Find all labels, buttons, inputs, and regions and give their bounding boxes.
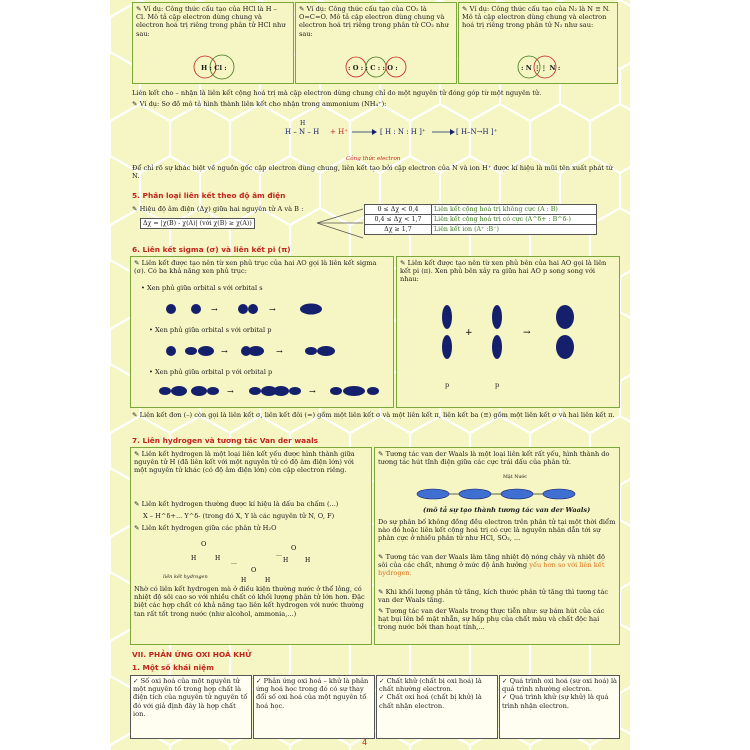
sigma-case-pp: • Xen phủ giữa orbital p với orbital p [149,368,273,376]
redox-section-title: VII. PHẢN ỨNG OXI HOÁ KHỬ [132,650,252,659]
svg-text:H – N – H: H – N – H [285,128,320,136]
example-n2-box [458,2,618,84]
range-cell: 0,4 ≤ Δχ < 1,7 [365,215,432,225]
ss-overlap-diagram [151,299,381,319]
svg-text:→: → [227,387,234,396]
sigma-case-sp: • Xen phủ giữa orbital s với orbital p [149,326,272,334]
svg-text:+: + [465,328,473,338]
type-cell: Liên kết cộng hoá trị có cực (A^δ+ : B^δ-) [432,215,597,225]
svg-text:→: → [221,347,228,356]
example-n2-text: ✎ Ví dụ: Công thức cấu tạo của N₂ là N ≡ N. Mô tả cặp electron dùng chung và electron hoá trị riêng trong phân tử N₂ như sau: [462,5,611,30]
sigma-box [130,256,394,408]
p-orbital-label-2: p [495,381,500,389]
hbond-definition: ✎ Liên kết hydrogen là một loại liên kết yếu được hình thành giữa nguyên tử H (đã liên kết với một nguyên tử có độ âm điện lớn) với một nguyên tử khác (có độ âm điện lớn) còn cặp electron riêng. [134,450,355,475]
bond-order-summary: ✎ Liên kết đơn (–) còn gọi là liên kết σ, liên kết đôi (=) gồm một liên kết σ và một liên kết π, liên kết ba (≡) gồm một liên kết σ và hai liên kết π. [132,411,615,419]
classification-table [364,204,597,235]
vdw-effect [378,553,616,578]
vdw-diagram-label: Mặt Nước [503,475,528,480]
table-row [365,205,597,215]
vdw-effect-text: ✎ Tương tác van der Waals làm tăng nhiệt độ nóng chảy và nhiệt độ sôi của các chất, nhưng ở mức độ ảnh hưởng [378,553,605,570]
page-number: 4 [362,738,368,747]
ammonium-example-text: ✎ Ví dụ: Sơ đồ mô tả hình thành liên kết cho nhận trong ammonium (NH₄⁺): [132,100,387,108]
svg-text:+ H⁺: + H⁺ [330,128,348,136]
svg-text:→: → [523,328,531,338]
svg-text:→: → [309,387,316,396]
p-orbital-label-1: p [445,381,450,389]
redox-def-agents: ✓ Chất khử (chất bị oxi hoá) là chất nhường electron. ✓ Chất oxi hoá (chất bị khử) là chất nhận electron. [379,677,482,710]
svg-text:O: O [201,540,207,548]
svg-text:→: → [211,305,218,314]
van-der-waals-box [374,447,620,645]
svg-text:→: → [269,305,276,314]
svg-text:O: O [251,566,257,574]
redox-def-oxidation-number: ✓ Số oxi hoá của một nguyên tử một nguyên tố trong hợp chất là điện tích của nguyên tử nguyên tố đó với giả định đây là hợp chất ion. [133,677,248,718]
svg-text:H: H [300,120,306,127]
svg-text:H: H [283,557,289,564]
sp-overlap-diagram [151,341,381,363]
hcl-formula: H : Cl : [201,64,227,72]
redox-col-2 [253,675,375,739]
table-row [365,225,597,235]
electronegativity-formula: Δχ = |χ(B) - χ(A)| (với χ(B) ≥ χ(A)) [140,218,255,229]
range-cell: Δχ ≥ 1,7 [365,225,432,235]
svg-text:→: → [276,347,283,356]
range-cell: 0 ≤ Δχ < 0,4 [365,205,432,215]
example-co2-text: ✎ Ví dụ: Công thức cấu tạo của CO₂ là O=C=O. Mô tả cặp electron dùng chung và electron hoá trị riêng trong phân tử CO₂ như sau: [299,5,449,38]
vdw-applications: ✎ Tương tác van der Waals trong thực tiễn như: sự bám hút của các hạt bụi lên bề mặt nhẵn, sự hấp phụ của chất màu và chất độc hại trong nước bởi than hoạt tính,... [378,607,605,632]
svg-text:H: H [265,577,271,584]
type-cell: Liên kết ion (A⁺ :B⁻) [432,225,597,235]
redox-col-3 [376,675,498,739]
hbond-general-formula: X – H^δ+... Y^δ- (trong đó X, Y là các nguyên tử N, O, F) [143,512,335,520]
ammonium-formation-diagram [280,110,498,156]
co2-formula: : O : : C : : O : [348,64,398,72]
pi-box [396,256,620,408]
example-co2-box [295,2,457,84]
hbond-notation: ✎ Liên kết hydrogen thường được kí hiệu là dấu ba chấm (...) [134,500,339,508]
pi-overlap-diagram [427,295,597,375]
svg-text:…: … [276,551,282,558]
hydrogen-bond-box [130,447,372,645]
section5-title: 5. Phân loại liên kết theo độ âm điện [132,191,286,200]
sigma-case-ss: • Xen phủ giữa orbital s với orbital s [141,284,263,292]
vdw-effect-highlight: yếu hơn so với liên kết hydrogen. [378,561,605,578]
svg-text:[ H : N : H ]⁺: [ H : N : H ]⁺ [380,128,426,136]
example-hcl-text: ✎ Ví dụ: Công thức cấu tạo của HCl là H – Cl. Mô tả cặp electron dùng chung và electron hoá trị riêng trong phân tử HCl như sau: [136,5,286,38]
section5-lead: ✎ Hiệu độ âm điện (Δχ) giữa hai nguyên tử A và B : [132,205,304,213]
electron-formula-caption: Công thức electron [346,156,401,162]
pp-overlap-diagram [151,381,391,403]
page [110,0,630,750]
redox-def-reaction: ✓ Phản ứng oxi hoá – khử là phản ứng hoá học trong đó có sự thay đổi số oxi hoá của một nguyên tố hoá học. [256,677,369,710]
hbond-conclusion: Nhờ có liên kết hydrogen mà ở điều kiện thường nước ở thể lỏng, có nhiệt độ sôi cao so với nhiều chất có khối lượng phân tử lớn hơn. Đặc biệt các hợp chất có khả năng tạo liên kết hydrogen với nước thường tan rất tốt trong nước (như alcohol, ammonia,...) [134,585,365,618]
vdw-caption: (mô tả sự tạo thành tương tác van der Waals) [423,506,591,514]
section6-title: 6. Liên kết sigma (σ) và liên kết pi (π) [132,245,291,254]
svg-text:O: O [291,544,297,552]
redox-def-processes: ✓ Quá trình oxi hoá (sự oxi hoá) là quá trình nhường electron. ✓ Quá trình khử (sự khử) là quá trình nhận electron. [502,677,617,710]
svg-text:H: H [215,555,221,562]
vdw-definition: ✎ Tương tác van der Waals là một loại liên kết rất yếu, hình thành do tương tác hút tĩnh điện giữa các cực trái dấu của phân tử. [378,450,610,467]
svg-text:[ H–N→H ]⁺: [ H–N→H ]⁺ [456,128,498,136]
n2-formula: : N ⋮⋮ N : [521,64,561,72]
svg-text:H: H [241,577,247,584]
type-cell: Liên kết cộng hoá trị không cực (A : B) [432,205,597,215]
vdw-cause: Do sự phân bố không đồng đều electron trên phân tử tại một thời điểm nào đó hoặc liên kết cộng hoá trị có cực là nguyên nhân dẫn tới sự phân cực ở nhiều phân tử như HCl, SO₂, ... [378,518,616,543]
hbond-label: liên kết hydrogen [163,574,208,580]
coordinate-bond-note: Để chỉ rõ sự khác biệt về nguồn gốc cặp electron dùng chung, liên kết tạo bởi cặp electron của N và ion H⁺ được kí hiệu là mũi tên xuất phát từ N. [132,164,613,181]
svg-text:H: H [305,557,311,564]
redox-col-4 [499,675,620,739]
svg-text:H: H [191,555,197,562]
example-hcl-box [132,2,294,84]
sigma-intro: ✎ Liên kết được tạo nên từ xen phủ trục của hai AO gọi là liên kết sigma (σ). Có ba khả năng xen phủ trục: [134,259,377,276]
redox-col-1 [130,675,252,739]
pi-intro: ✎ Liên kết được tạo nên từ xen phủ bên của hai AO gọi là liên kết pi (π). Xen phủ bên xảy ra giữa hai AO p song song với nhau: [400,259,607,284]
table-row [365,215,597,225]
classification-brace [315,205,365,245]
section7-title: 7. Liên hydrogen và tương tác Van der waals [132,436,319,445]
vdw-size: ✎ Khi khối lượng phân tử tăng, kích thước phân tử tăng thì tương tác van der Waals tăng. [378,588,609,605]
svg-text:…: … [231,559,237,566]
coordinate-bond-definition: Liên kết cho – nhận là liên kết cộng hoá trị mà cặp electron dùng chung chỉ do một nguyên tử đóng góp từ một nguyên tử. [132,89,542,97]
redox-subsection-title: 1. Một số khái niệm [132,663,214,672]
hbond-water-lead: ✎ Liên kết hydrogen giữa các phân tử H₂O [134,524,277,532]
